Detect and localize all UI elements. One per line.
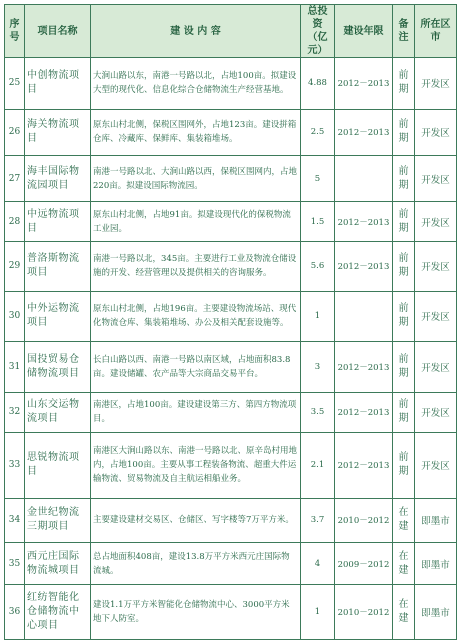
row-period: 2012－2013 [335,202,393,241]
row-area: 开发区 [415,109,457,155]
row-project-name: 国投贸易仓储物流项目 [25,341,91,393]
row-no: 27 [5,156,25,202]
row-investment: 3.7 [301,498,335,542]
row-area: 开发区 [415,292,457,342]
row-area: 开发区 [415,341,457,393]
table-row [5,241,457,292]
row-period: 2012－2013 [335,241,393,292]
row-area: 开发区 [415,393,457,432]
row-note: 前期 [393,202,415,241]
row-note: 在建 [393,585,415,640]
table-row [5,585,457,640]
table-row [5,156,457,202]
table-row [5,202,457,241]
row-no: 28 [5,202,25,241]
row-investment: 2.1 [301,432,335,498]
row-period: 2012－2013 [335,58,393,110]
row-investment: 3.5 [301,393,335,432]
row-period: 2012－2013 [335,109,393,155]
row-project-name: 西元庄国际物流城项目 [25,542,91,584]
table-row [5,341,457,393]
row-project-name: 中外运物流项目 [25,292,91,342]
row-no: 33 [5,432,25,498]
table-row [5,58,457,110]
header-note: 备注 [393,5,415,58]
row-project-name: 思锐物流项目 [25,432,91,498]
header-no: 序号 [5,5,25,58]
row-project-name: 海丰国际物流园项目 [25,156,91,202]
row-note: 前期 [393,109,415,155]
row-project-name: 山东交运物流项目 [25,393,91,432]
row-project-name: 红纺智能化仓储物流中心项目 [25,585,91,640]
header-area: 所在区市 [415,5,457,58]
header-content: 建 设 内 容 [91,5,301,58]
row-content: 建设1.1万平方米智能化仓储物流中心、3000平方米地下人防室。 [91,585,301,640]
row-content: 大涧山路以东，南港一号路以北，占地100亩。拟建设大型的现代化、信息化综合仓储物流生产经营基地。 [91,58,301,110]
row-no: 30 [5,292,25,342]
row-note: 前期 [393,156,415,202]
row-content: 原东山村北侧，保税区围网外，占地123亩。建设拼箱仓库、冷藏库、保鲜库、集装箱堆场。 [91,109,301,155]
row-no: 35 [5,542,25,584]
row-no: 34 [5,498,25,542]
table-header-row [5,5,457,58]
table-row [5,292,457,342]
row-period: 2010－2012 [335,585,393,640]
row-no: 26 [5,109,25,155]
row-no: 32 [5,393,25,432]
row-investment: 2.5 [301,109,335,155]
row-investment: 5.6 [301,241,335,292]
row-content: 南港区大涧山路以东、南港一号路以北、原辛岛村用地内，占地100亩。主要从事工程装备物流、超重大件运输物流、贸易物流及自主航运相船业务。 [91,432,301,498]
row-note: 前期 [393,58,415,110]
row-area: 即墨市 [415,542,457,584]
row-no: 36 [5,585,25,640]
row-content: 主要建设建材交易区、仓储区、写字楼等7万平方米。 [91,498,301,542]
table-row [5,109,457,155]
row-period: 2009－2012 [335,542,393,584]
row-area: 开发区 [415,58,457,110]
row-content: 原东山村北侧，占地91亩。拟建设现代化的保税物流工业园。 [91,202,301,241]
row-project-name: 海关物流项目 [25,109,91,155]
row-no: 29 [5,241,25,292]
row-content: 南港一号路以北，345亩。主要进行工业及物流仓储设施的开发、经营管理以及提供相关的咨询服务。 [91,241,301,292]
row-content: 南港一号路以北、大涧山路以西，保税区围网内，占地220亩。拟建设国际物流园。 [91,156,301,202]
row-period: 2012－2013 [335,393,393,432]
table-row [5,498,457,542]
header-period: 建设年限 [335,5,393,58]
table-row [5,393,457,432]
row-area: 即墨市 [415,585,457,640]
table-row [5,432,457,498]
row-note: 在建 [393,498,415,542]
row-project-name: 中远物流项目 [25,202,91,241]
row-investment: 3 [301,341,335,393]
row-area: 开发区 [415,156,457,202]
row-project-name: 中创物流项目 [25,58,91,110]
row-note: 前期 [393,393,415,432]
row-area: 开发区 [415,202,457,241]
row-investment: 1 [301,292,335,342]
row-period [335,156,393,202]
table-row [5,542,457,584]
row-area: 开发区 [415,241,457,292]
row-note: 在建 [393,542,415,584]
row-period: 2012－2013 [335,432,393,498]
row-investment: 1.5 [301,202,335,241]
row-investment: 4 [301,542,335,584]
row-period: 2010－2012 [335,498,393,542]
header-project-name: 项目名称 [25,5,91,58]
row-content: 长白山路以西、南港一号路以南区域，占地面积83.8亩。建设储罐、农产品等大宗商品交易平台。 [91,341,301,393]
row-note: 前期 [393,241,415,292]
row-period: 2012－2013 [335,341,393,393]
row-no: 25 [5,58,25,110]
row-project-name: 金世纪物流三期项目 [25,498,91,542]
row-investment: 1 [301,585,335,640]
row-area: 即墨市 [415,498,457,542]
row-no: 31 [5,341,25,393]
row-content: 南港区，占地100亩。建设建设第三方、第四方物流项目。 [91,393,301,432]
row-period [335,292,393,342]
row-note: 前期 [393,432,415,498]
row-note: 前期 [393,341,415,393]
row-content: 原东山村北侧，占地196亩。主要建设物流场站、现代化物流仓库、集装箱堆场、办公及相关配套设施等。 [91,292,301,342]
row-investment: 4.88 [301,58,335,110]
header-investment: 总投资（亿元） [301,5,335,58]
row-content: 总占地面积408亩，建设13.8万平方米西元庄国际物流城。 [91,542,301,584]
row-investment: 5 [301,156,335,202]
row-area: 开发区 [415,432,457,498]
row-note: 前期 [393,292,415,342]
project-table [4,4,457,640]
row-project-name: 普洛斯物流项目 [25,241,91,292]
